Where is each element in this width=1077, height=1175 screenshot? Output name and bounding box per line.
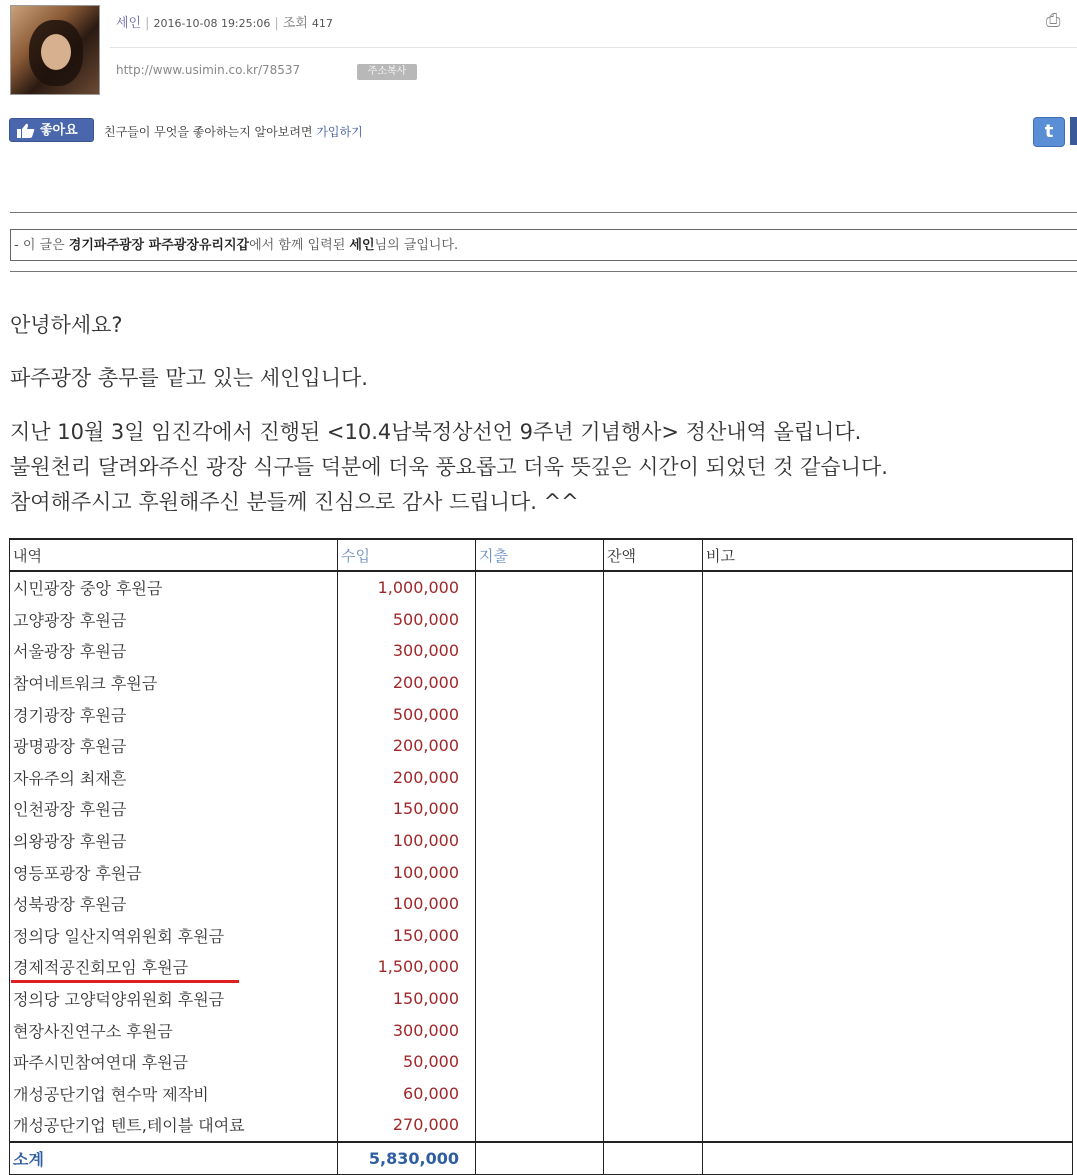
- author-avatar[interactable]: [10, 5, 100, 95]
- row-expense: [476, 698, 604, 730]
- row-note: [703, 1046, 1073, 1078]
- row-note: [703, 667, 1073, 699]
- row-note: [703, 604, 1073, 636]
- avatar-face: [41, 34, 71, 70]
- row-income: 50,000: [338, 1046, 476, 1078]
- row-note: [703, 1078, 1073, 1110]
- header-expense: 지출: [476, 539, 604, 571]
- header-balance: 잔액: [604, 539, 703, 571]
- row-item: 자유주의 최재흔: [10, 762, 338, 794]
- row-income: 200,000: [338, 730, 476, 762]
- row-balance: [604, 888, 703, 920]
- body-line-1: 안녕하세요?: [10, 313, 123, 337]
- row-note: [703, 983, 1073, 1015]
- author-name[interactable]: 세인: [116, 16, 142, 31]
- table-row: [10, 667, 1073, 699]
- row-balance: [604, 604, 703, 636]
- row-income: 500,000: [338, 698, 476, 730]
- print-icon[interactable]: ⎙: [1046, 10, 1061, 31]
- highlight-underline: [11, 980, 239, 983]
- header-note: 비고: [703, 539, 1073, 571]
- notice-middle: 에서 함께 입력된: [249, 238, 350, 253]
- row-note: [703, 793, 1073, 825]
- row-item: 정의당 일산지역위원회 후원금: [10, 920, 338, 952]
- total-income: 5,830,000: [338, 1142, 476, 1175]
- row-item: 인천광장 후원금: [10, 793, 338, 825]
- facebook-like-button[interactable]: [9, 118, 94, 142]
- table-row: [10, 1078, 1073, 1110]
- row-balance: [604, 762, 703, 794]
- row-balance: [604, 730, 703, 762]
- row-item: 영등포광장 후원금: [10, 856, 338, 888]
- body-line-4: 불원천리 달려와주신 광장 식구들 덕분에 더욱 풍요롭고 더욱 뜻깊은 시간이 되었던 것 같습니다.: [10, 455, 888, 479]
- notice-author: 세인: [349, 238, 375, 253]
- row-balance: [604, 983, 703, 1015]
- row-note: [703, 920, 1073, 952]
- thumbs-up-icon: [17, 123, 35, 138]
- row-item: 참여네트워크 후원금: [10, 667, 338, 699]
- row-balance: [604, 1014, 703, 1046]
- meta-divider: [110, 47, 1077, 48]
- body-line-5: 참여해주시고 후원해주신 분들께 진심으로 감사 드립니다. ^^: [10, 490, 579, 514]
- row-item: 파주시민참여연대 후원금: [10, 1046, 338, 1078]
- row-income: 60,000: [338, 1078, 476, 1110]
- body-line-3: 지난 10월 3일 임진각에서 진행된 <10.4남북정상선언 9주년 기념행사> 정산내역 올립니다.: [10, 420, 862, 444]
- row-balance: [604, 1078, 703, 1110]
- notice-suffix: 님의 글입니다.: [374, 238, 459, 253]
- row-note: [703, 856, 1073, 888]
- row-note: [703, 730, 1073, 762]
- row-expense: [476, 762, 604, 794]
- table-row: [10, 951, 1073, 983]
- notice-prefix: - 이 글은: [14, 238, 69, 253]
- row-balance: [604, 667, 703, 699]
- row-item: 의왕광장 후원금: [10, 825, 338, 857]
- post-meta: [116, 12, 333, 31]
- row-expense: [476, 825, 604, 857]
- row-expense: [476, 571, 604, 604]
- row-balance: [604, 825, 703, 857]
- row-expense: [476, 920, 604, 952]
- notice-board-name: 경기파주광장 파주광장유리지갑: [68, 238, 250, 253]
- row-note: [703, 951, 1073, 983]
- join-link[interactable]: 가입하기: [316, 125, 363, 139]
- row-note: [703, 762, 1073, 794]
- table-row: [10, 888, 1073, 920]
- table-row: [10, 825, 1073, 857]
- copy-url-button[interactable]: 주소복사: [357, 64, 417, 80]
- row-balance: [604, 1046, 703, 1078]
- meta-separator: |: [145, 16, 150, 31]
- row-expense: [476, 1014, 604, 1046]
- row-income: 150,000: [338, 920, 476, 952]
- table-row: [10, 698, 1073, 730]
- row-expense: [476, 1078, 604, 1110]
- row-income: 100,000: [338, 856, 476, 888]
- row-expense: [476, 888, 604, 920]
- row-expense: [476, 983, 604, 1015]
- row-item: 서울광장 후원금: [10, 635, 338, 667]
- notice-divider-bottom: [10, 271, 1077, 272]
- like-prompt: [104, 123, 363, 140]
- row-note: [703, 1014, 1073, 1046]
- table-body: [10, 571, 1073, 1142]
- cross-post-notice: [10, 229, 1077, 261]
- row-expense: [476, 667, 604, 699]
- meta-separator: |: [274, 16, 279, 31]
- table-row: [10, 604, 1073, 636]
- row-income: 500,000: [338, 604, 476, 636]
- row-balance: [604, 920, 703, 952]
- row-note: [703, 1109, 1073, 1142]
- row-note: [703, 571, 1073, 604]
- row-item: 성북광장 후원금: [10, 888, 338, 920]
- table-row: [10, 983, 1073, 1015]
- table-row: [10, 730, 1073, 762]
- row-income: 300,000: [338, 1014, 476, 1046]
- row-expense: [476, 793, 604, 825]
- post-url[interactable]: http://www.usimin.co.kr/78537: [116, 63, 301, 77]
- table-row: [10, 920, 1073, 952]
- row-income: 200,000: [338, 762, 476, 794]
- total-expense: [476, 1142, 604, 1175]
- like-label: 좋아요: [40, 123, 78, 138]
- total-note: [703, 1142, 1073, 1175]
- table-row: [10, 856, 1073, 888]
- body-line-2: 파주광장 총무를 맡고 있는 세인입니다.: [10, 366, 368, 390]
- row-item: 경기광장 후원금: [10, 698, 338, 730]
- row-item: 경제적공진회모임 후원금: [10, 951, 338, 983]
- row-balance: [604, 1109, 703, 1142]
- row-note: [703, 698, 1073, 730]
- table-row: [10, 635, 1073, 667]
- row-income: 150,000: [338, 983, 476, 1015]
- row-income: 200,000: [338, 667, 476, 699]
- row-item: 현장사진연구소 후원금: [10, 1014, 338, 1046]
- row-income: 100,000: [338, 888, 476, 920]
- row-income: 300,000: [338, 635, 476, 667]
- row-expense: [476, 604, 604, 636]
- row-income: 100,000: [338, 825, 476, 857]
- row-note: [703, 825, 1073, 857]
- row-balance: [604, 856, 703, 888]
- table-row: [10, 762, 1073, 794]
- row-expense: [476, 730, 604, 762]
- row-item: 광명광장 후원금: [10, 730, 338, 762]
- row-item: 고양광장 후원금: [10, 604, 338, 636]
- views-count: 417: [311, 17, 333, 30]
- row-balance: [604, 793, 703, 825]
- row-note: [703, 635, 1073, 667]
- table-header-row: [10, 539, 1073, 571]
- row-balance: [604, 951, 703, 983]
- table-row: [10, 1046, 1073, 1078]
- twitter-share-icon[interactable]: t: [1033, 117, 1065, 147]
- row-item: 개성공단기업 텐트,테이블 대여료: [10, 1109, 338, 1142]
- header-item: 내역: [10, 539, 338, 571]
- row-item: 개성공단기업 현수막 제작비: [10, 1078, 338, 1110]
- total-balance: [604, 1142, 703, 1175]
- notice-divider-top: [10, 212, 1077, 213]
- row-balance: [604, 698, 703, 730]
- table-total-row: [10, 1142, 1073, 1175]
- row-expense: [476, 951, 604, 983]
- row-income: 270,000: [338, 1109, 476, 1142]
- table-row: [10, 793, 1073, 825]
- row-balance: [604, 635, 703, 667]
- post-datetime: 2016-10-08 19:25:06: [153, 17, 271, 30]
- row-expense: [476, 635, 604, 667]
- row-item: 정의당 고양덕양위원회 후원금: [10, 983, 338, 1015]
- row-income: 150,000: [338, 793, 476, 825]
- table-row: [10, 1014, 1073, 1046]
- row-income: 1,000,000: [338, 571, 476, 604]
- table-row: [10, 571, 1073, 604]
- views-label: 조회: [282, 16, 308, 31]
- like-prompt-text: 친구들이 무엇을 좋아하는지 알아보려면: [104, 125, 317, 139]
- row-item: 시민광장 중앙 후원금: [10, 571, 338, 604]
- row-expense: [476, 1046, 604, 1078]
- table-row: [10, 1109, 1073, 1142]
- header-income: 수입: [338, 539, 476, 571]
- row-income: 1,500,000: [338, 951, 476, 983]
- row-balance: [604, 571, 703, 604]
- row-expense: [476, 1109, 604, 1142]
- facebook-share-icon[interactable]: [1070, 117, 1077, 145]
- row-note: [703, 888, 1073, 920]
- total-label: 소계: [10, 1142, 338, 1175]
- row-expense: [476, 856, 604, 888]
- settlement-table: [9, 538, 1073, 1175]
